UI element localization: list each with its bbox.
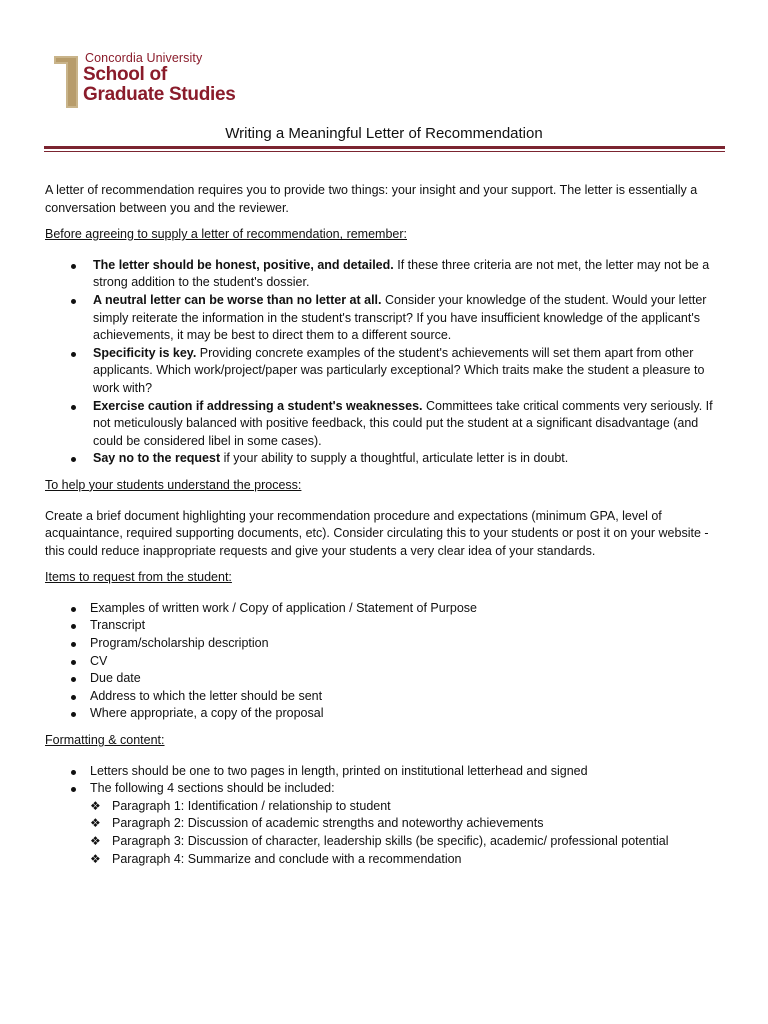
section-heading-items: Items to request from the student: <box>45 570 232 585</box>
sublist-item-text: Paragraph 4: Summarize and conclude with a recommendation <box>112 851 462 866</box>
sublist-item <box>90 833 725 851</box>
list-item <box>45 780 725 868</box>
section-heading-remember: Before agreeing to supply a letter of recommendation, remember: <box>45 227 407 242</box>
sublist-item <box>90 851 725 869</box>
intro-paragraph: A letter of recommendation requires you to provide two things: your insight and your support. The letter is essentially a conversation between you and the reviewer. <box>45 183 698 215</box>
list-item <box>45 292 725 345</box>
list-item: CV <box>45 653 725 671</box>
sublist-item <box>90 798 725 816</box>
list-item: Where appropriate, a copy of the proposal <box>45 705 725 723</box>
document-body <box>45 182 725 868</box>
list-item: Transcript <box>45 617 725 635</box>
list-item-text: Providing concrete examples of the student's achievements will set them apart from other applicants. Which work/project/paper was particularly exceptional? Which traits make the student a pleasure to work with? <box>93 345 705 395</box>
page-title: Writing a Meaningful Letter of Recommendation <box>225 125 543 142</box>
list-item-bold: Say no to the request <box>93 451 221 466</box>
title-divider <box>44 146 725 149</box>
list-item-bold: Specificity is key. <box>93 345 197 360</box>
remember-list <box>45 257 725 468</box>
diamond-bullet-icon: ❖ <box>90 798 101 813</box>
university-name: Concordia University <box>85 51 203 65</box>
diamond-bullet-icon: ❖ <box>90 834 101 848</box>
process-paragraph: Create a brief document highlighting your recommendation procedure and expectations (minimum GPA, level of acquaintance, required supporting documents, etc). Consider circulating this to your students or post it on your website - this could reduce inappropriate requests and give your students a very clear idea of your standards. <box>45 508 709 558</box>
diamond-bullet-icon: ❖ <box>90 816 101 831</box>
list-item-bold: Exercise caution if addressing a student's weaknesses. <box>93 398 423 413</box>
list-item-bold: A neutral letter can be worse than no letter at all. <box>93 292 382 307</box>
list-item: Due date <box>45 670 725 688</box>
list-item-text: If these three criteria are not met, the letter may not be a strong addition to the student's dossier. <box>93 257 710 290</box>
title-divider-thin <box>44 151 725 152</box>
list-item: Examples of written work / Copy of application / Statement of Purpose <box>45 600 725 618</box>
formatting-list <box>45 763 725 869</box>
sublist-item-text: Paragraph 3: Discussion of character, leadership skills (be specific), academic/ professional potential <box>112 834 669 848</box>
list-item: Letters should be one to two pages in length, printed on institutional letterhead and signed <box>45 763 725 781</box>
list-item <box>45 345 725 398</box>
section-heading-process: To help your students understand the process: <box>45 477 302 492</box>
sublist-item <box>90 815 725 833</box>
list-item <box>45 450 725 468</box>
list-item <box>45 257 725 292</box>
logo-emblem-icon <box>52 48 82 110</box>
list-item: Address to which the letter should be sent <box>45 688 725 706</box>
list-item-text: if your ability to supply a thoughtful, articulate letter is in doubt. <box>220 451 569 466</box>
school-name-line1: School of <box>83 64 167 85</box>
school-name-line2: Graduate Studies <box>83 84 236 105</box>
list-item <box>45 398 725 451</box>
list-item-text: Committees take critical comments very seriously. If not meticulously balanced with positive feedback, this could put the student at a significant disadvantage (and could be considered libel in some cases). <box>93 398 713 448</box>
sublist-item-text: Paragraph 1: Identification / relationship to student <box>112 798 391 813</box>
university-logo <box>52 46 252 116</box>
sections-sublist <box>90 798 725 868</box>
section-heading-formatting: Formatting & content: <box>45 733 165 748</box>
school-name <box>83 65 236 105</box>
list-item-text: The following 4 sections should be included: <box>90 781 335 796</box>
list-item-bold: The letter should be honest, positive, and detailed. <box>93 257 394 272</box>
list-item: Program/scholarship description <box>45 635 725 653</box>
diamond-bullet-icon: ❖ <box>90 851 101 866</box>
sublist-item-text: Paragraph 2: Discussion of academic strengths and noteworthy achievements <box>112 816 544 831</box>
list-item-text: Consider your knowledge of the student. Would your letter simply reiterate the information in the student's transcript? If you have insufficient knowledge of the applicant's achievements, it may be best to direct them to a different source. <box>93 292 707 343</box>
items-list <box>45 600 725 723</box>
